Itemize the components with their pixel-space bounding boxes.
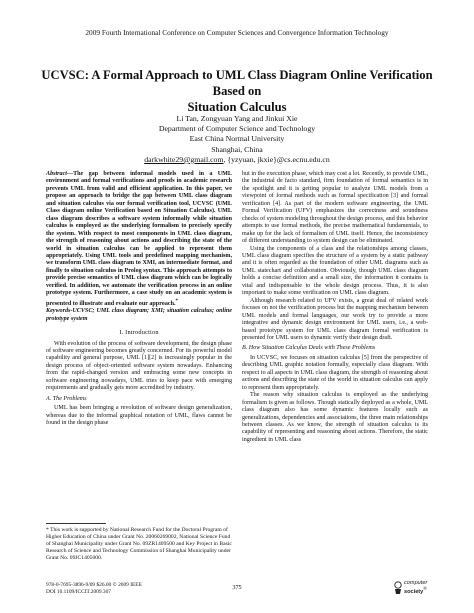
subsection-heading-situation-calculus: B. How Situation Calculus Deals with These Problems [242, 345, 376, 352]
right-paragraph-1: but in the execution phase, which may cost a lot. Recently, to provide UML, the industrial de facto standard, firm foundation of formal semantics is in the spotlight and it is getting popular to analyze UML models from a viewpoint of formal methods such as formal specification [3] and formal verification [4]. As part of the modern software engineering, the UML Formal Verification (UFV) emphasizes the correctness and soundness checks of system modeling throughout the design process, and this behavior attempts to use formal methods, the precise mathematical fundamentals, to make up for the lack of formalism of UML itself. Hence, the inconsistency of different understanding to system design can be eliminated. [242, 171, 428, 245]
page-number: 375 [232, 584, 242, 591]
right-paragraph-2: Using the components of a class and the relationships among classes, UML class diagram specifies the structure of a system by a static pathway and it is often regarded as the foundation of other UML diagrams such as UML statechart and collaboration. Obviously, though UML class diagram holds a concise definition and a small size, the information it contains is vital and indispensable to the whole design process. Thus, it is also important to make some verification on UML class diagram. [242, 245, 428, 297]
left-column [46, 171, 232, 428]
logo-wordmark [404, 580, 427, 595]
abstract-footnote-mark: * [175, 297, 179, 304]
author-block [0, 114, 474, 165]
footer-copyright [46, 582, 142, 596]
logo-word-computer: computer [404, 580, 428, 586]
section-heading-introduction: I. Introduction [119, 329, 159, 337]
subsection-heading-problems: A. The Problems [46, 395, 87, 402]
funding-footnote: * This work is supported by National Research Fund for the Doctoral Program of Higher Education of China under Grant No. 20060269002, National Science Fund of Shanghai Municipality under Grant No. 09ZR1409500 and Key Project in Basic Research of Science and Technology Commission of Shanghai Municipality under Grant No. 09JC1405000. [46, 527, 232, 561]
abstract-label: Abstract [46, 171, 67, 177]
computer-society-logo-icon [393, 581, 403, 595]
paper-title [38, 67, 436, 115]
affiliation-line-1: Department of Computer Science and Technology [158, 124, 316, 134]
abstract [46, 171, 232, 308]
right-column [242, 171, 428, 444]
email-rest: , {yzyuan, jkxie}@cs.ecnu.edu.cn [223, 154, 330, 164]
author-names: Li Tan, Zongyuan Yang and Jinkui Xie [176, 114, 298, 123]
title-line-1: UCVSC: A Formal Approach to UML Class Diagram Online Verification Based on [41, 68, 433, 98]
logo-word-society: society® [404, 586, 427, 595]
title-line-2: Situation Calculus [187, 100, 287, 114]
footer-isbn: 978-0-7695-3896-9/09 $26.00 © 2009 IEEE [46, 582, 142, 588]
right-paragraph-3: Although research related to UFV exists, a great deal of related work focuses on not the verification process but the mapping mechanism between UML models and formal languages, our work try to provide a more integrative and dynamic design environment for UML users, i.e., a web-based prototype system for UML class diagram formal verification is presented for UML users to dynamic verify their design draft. [242, 297, 428, 341]
email-line [0, 155, 474, 165]
footer-doi: DOI 10.1109/ICCIT.2009.307 [46, 589, 111, 595]
intro-paragraph: With evolution of the process of software development, the design phase of software engineering becomes greatly concerned. For its powerful model capability and general purpose, UML [1][2] is increasingly popular in the design process of object-oriented software system nowadays. Enhancing from the rapid-changed version and embracing some new concepts in software engineering nowadays, UML tries to keep pace with emerging requirements and gradually gets more accredited by industry. [46, 340, 232, 392]
affiliation-line-3: Shanghai, China [211, 144, 263, 154]
right-paragraph-4: In UCVSC, we focuses on situation calculus [5] from the perspective of describing UML graphic notation formally, especially class diagram. With respect to all aspects in UML class diagram, the strength of reasoning about actions and describing the state of the world in situation calculus can apply to represent them appropriately. [242, 354, 428, 391]
right-paragraph-5: The reason why situation calculus is employed as the underlying formalism is given as follows. Though statically deployed as a whole, UML class diagram also has some dynamic features locally such as generalizations, dependencies and associations, the three main relationships between classes. As we know, the strength of situation calculus is its capability of representing and reasoning about actions. Therefore, the static ingredient in UML class [242, 392, 428, 443]
keywords: Keywords-UCVSC; UML class diagram; XMI; situation calculus; online prototype system [46, 308, 232, 322]
email-link[interactable]: darkwhite29@gmail.com [144, 154, 224, 164]
affiliation-line-2: East China Normal University [189, 134, 285, 144]
computer-society-logo [393, 578, 433, 600]
footnote-divider [46, 523, 106, 524]
problems-paragraph: UML has been bringing a revolution of software design generalization, whereas due to the informal graphical notation of UML, flaws cannot be found in the design phase [46, 405, 232, 427]
conference-header: 2009 Fourth International Conference on Computer Sciences and Convergence Information Technology [85, 28, 389, 37]
abstract-text: —The gap between informal models used in a UML environment and formal verifications and proofs in academic research prevents UML from valid and efficient application. In this paper, we propose an approach to bridge the gap between UML class diagram and situation calculus via our formal verification tool, UCVSC (UML Class diagram online Verification based on Situation Calculus). UML class diagram describes a software system informally while situation calculus is employed as the underlying formalism to precisely specify the system. With respect to most components in UML class diagram, the strength of reasoning about actions and describing the state of the world in situation calculus can be applied to represent them appropriately. Using UML tools and predefined mapping mechanism, we transform UML class diagram to XMI, an intermediate format, and finally to situation calculus in Prolog syntax. This approach attempts to provide precise semantics of UML class diagram which can be logically verified. In addition, we automate the verification process in an online prototype system. Furthermore, a case study on an academic system is presented to illustrate and evaluate our approach. [46, 171, 232, 307]
